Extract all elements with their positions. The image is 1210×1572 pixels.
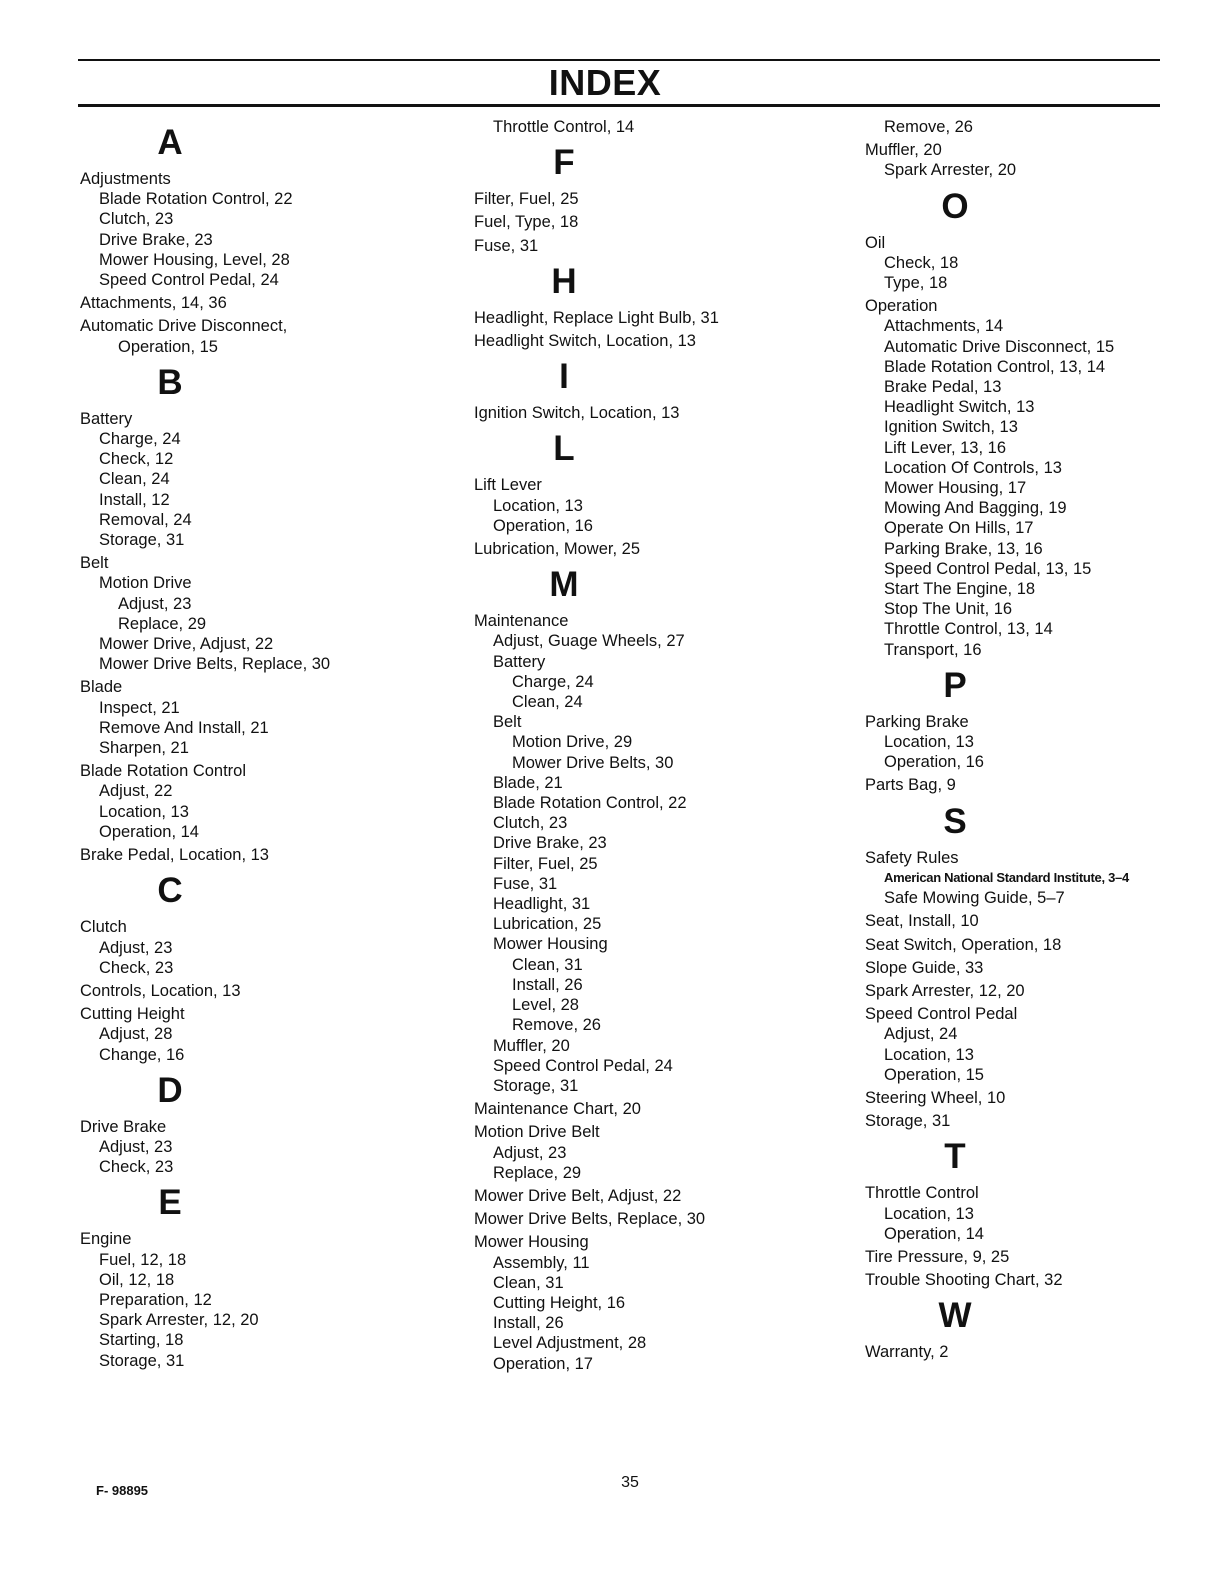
section-letter-w: W [938,1296,972,1336]
index-subentry: Mower Drive Belts, Replace, 30 [99,655,331,674]
index-entry: Storage, 31 [865,1112,951,1131]
index-entry: Controls, Location, 13 [80,981,241,1000]
index-entry: Parking Brake [865,712,969,731]
index-subentry: Remove, 26 [884,118,973,136]
index-subentry: Clutch, 23 [493,814,568,833]
index-subentry: Mower Housing, Level, 28 [99,250,290,269]
index-entry: Parts Bag, 9 [865,776,956,795]
index-entry: Trouble Shooting Chart, 32 [865,1271,1063,1290]
section-letter-f: F [553,143,575,183]
index-subentry: Preparation, 12 [99,1290,212,1309]
index-entry: Filter, Fuel, 25 [474,190,579,209]
index-entry: Drive Brake [80,1117,167,1136]
index-subentry: Location, 13 [99,802,189,821]
index-subentry: Level Adjustment, 28 [493,1334,647,1353]
index-column-2 [474,117,819,1374]
index-subentry: Brake Pedal, 13 [884,378,1002,397]
section-letter-m: M [549,565,579,605]
index-entry: Blade Rotation Control [80,762,247,781]
section-letter-l: L [553,429,575,469]
index-subentry: Replace, 29 [493,1163,582,1182]
index-subentry: Battery [493,652,546,671]
index-subentry: Storage, 31 [493,1076,579,1095]
index-subentry: Attachments, 14 [884,317,1004,336]
index-subentry: Drive Brake, 23 [99,230,213,249]
index-subentry: Remove, 26 [512,1016,601,1035]
index-subentry: Lubrication, 25 [493,915,602,934]
index-subentry: Location Of Controls, 13 [884,458,1062,477]
index-subentry: Check, 23 [99,958,174,977]
header-rule-bottom [78,104,1160,107]
index-subentry: Operation, 16 [884,753,984,772]
index-subentry: Adjust, 24 [884,1025,958,1044]
index-subentry: Motion Drive [99,574,192,593]
index-entry: Slope Guide, 33 [865,958,984,977]
index-subentry: Replace, 29 [118,614,207,633]
index-subentry: Clean, 31 [493,1273,564,1292]
index-subentry: Safe Mowing Guide, 5–7 [884,889,1065,908]
index-subentry: Headlight, 31 [493,895,591,914]
index-subentry: Clean, 31 [512,955,583,974]
index-subentry: Start The Engine, 18 [884,580,1036,599]
page-title: INDEX [548,62,662,103]
index-entry: Lubrication, Mower, 25 [474,540,641,559]
header-rule-top [78,59,1160,61]
section-letter-t: T [944,1137,966,1177]
index-entry: Operation [865,297,938,316]
index-subentry: Location, 13 [884,1045,974,1064]
index-subentry: Parking Brake, 13, 16 [884,539,1043,558]
index-subentry: American National Standard Institute, 3–4 [884,869,1129,885]
index-subentry: Oil, 12, 18 [99,1270,175,1289]
index-entry: Fuel, Type, 18 [474,213,579,232]
index-subentry: Blade Rotation Control, 22 [493,794,687,813]
index-entry: Seat Switch, Operation, 18 [865,935,1062,954]
index-entry: Adjustments [80,170,171,188]
section-letter-d: D [157,1070,183,1110]
index-subentry: Muffler, 20 [493,1036,570,1055]
index-subentry: Assembly, 11 [493,1253,590,1272]
index-entry: Headlight Switch, Location, 13 [474,332,696,351]
index-subentry: Location, 13 [884,1204,974,1223]
index-entry: Engine [80,1230,132,1249]
index-subentry: Blade Rotation Control, 22 [99,190,293,209]
index-subentry: Location, 13 [493,496,583,515]
index-entry: Battery [80,409,133,428]
index-subentry: Mower Housing, 17 [884,479,1027,498]
index-entry: Attachments, 14, 36 [80,294,227,313]
index-entry: Clutch [80,918,127,937]
index-subentry: Lift Lever, 13, 16 [884,438,1007,457]
index-subentry: Change, 16 [99,1045,185,1064]
index-subentry: Ignition Switch, 13 [884,418,1018,437]
index-entry: Tire Pressure, 9, 25 [865,1247,1010,1266]
index-subentry: Operation, 15 [118,337,218,356]
index-entry: Maintenance [474,612,569,631]
index-entry: Seat, Install, 10 [865,912,979,931]
index-entry: Spark Arrester, 12, 20 [865,981,1025,1000]
index-subentry: Speed Control Pedal, 24 [493,1056,673,1075]
section-letter-c: C [157,871,183,911]
section-letter-s: S [943,801,967,841]
index-entry: Mower Housing [474,1233,589,1252]
page-number: 35 [621,1474,639,1491]
index-subentry: Charge, 24 [99,430,181,449]
index-entry: Speed Control Pedal [865,1005,1018,1024]
index-subentry: Blade, 21 [493,773,563,792]
index-subentry: Storage, 31 [99,1351,185,1370]
index-subentry: Install, 26 [493,1314,564,1333]
index-subentry: Location, 13 [884,733,974,752]
index-subentry: Operation, 15 [884,1065,984,1084]
index-subentry: Fuel, 12, 18 [99,1250,187,1269]
index-subentry: Clutch, 23 [99,210,174,229]
index-entry: Mower Drive Belt, Adjust, 22 [474,1186,682,1205]
index-subentry: Adjust, 23 [493,1143,567,1162]
index-subentry: Inspect, 21 [99,698,180,717]
index-subentry: Operate On Hills, 17 [884,519,1034,538]
index-subentry: Starting, 18 [99,1331,184,1350]
index-entry: Motion Drive Belt [474,1123,600,1142]
index-entry: Lift Lever [474,476,542,495]
index-subentry: Clean, 24 [99,470,170,489]
index-entry: Oil [865,233,886,252]
index-subentry: Fuse, 31 [493,874,558,893]
index-subentry: Transport, 16 [884,640,982,659]
index-subentry: Operation, 14 [99,822,199,841]
index-subentry: Check, 18 [884,253,959,272]
section-letter-b: B [157,362,183,402]
section-letter-a: A [157,123,183,162]
index-subentry: Level, 28 [512,996,579,1015]
index-subentry: Automatic Drive Disconnect, 15 [884,337,1115,356]
index-subentry: Mower Drive, Adjust, 22 [99,635,274,654]
index-entry: Belt [80,554,109,573]
section-letter-h: H [551,261,577,301]
index-subentry: Sharpen, 21 [99,739,189,758]
index-entry: Headlight, Replace Light Bulb, 31 [474,308,719,327]
index-subentry: Adjust, 23 [118,594,192,613]
section-letter-o: O [941,186,969,226]
index-subentry: Belt [493,713,522,732]
index-subentry: Storage, 31 [99,531,185,550]
index-subentry: Remove And Install, 21 [99,718,269,737]
section-letter-p: P [943,665,967,705]
index-entry: Throttle Control [865,1184,979,1203]
index-subentry: Check, 12 [99,450,174,469]
index-subentry: Spark Arrester, 12, 20 [99,1311,259,1330]
index-entry: Safety Rules [865,848,959,867]
index-subentry: Mower Drive Belts, 30 [512,753,674,772]
index-entry: Cutting Height [80,1005,185,1024]
index-subentry: Adjust, Guage Wheels, 27 [493,632,685,651]
section-letter-e: E [158,1183,182,1223]
index-entry: Ignition Switch, Location, 13 [474,404,680,423]
index-subentry: Adjust, 22 [99,782,173,801]
index-entry: Brake Pedal, Location, 13 [80,846,269,865]
index-entry: Fuse, 31 [474,236,539,255]
index-entry: Maintenance Chart, 20 [474,1100,641,1119]
index-subentry: Operation, 17 [493,1354,593,1373]
index-entry: Muffler, 20 [865,141,942,160]
index-entry: Automatic Drive Disconnect, [80,317,288,336]
index-subentry: Mower Housing [493,935,608,954]
index-entry: Blade [80,678,123,697]
index-subentry: Adjust, 23 [99,1137,173,1156]
index-subentry: Throttle Control, 14 [493,118,635,136]
index-column-3 [865,117,1185,1363]
index-subentry: Install, 26 [512,975,583,994]
index-subentry: Motion Drive, 29 [512,733,633,752]
index-subentry: Spark Arrester, 20 [884,161,1017,180]
index-subentry: Headlight Switch, 13 [884,398,1035,417]
index-subentry: Adjust, 23 [99,938,173,957]
index-entry: Mower Drive Belts, Replace, 30 [474,1210,706,1229]
index-subentry: Blade Rotation Control, 13, 14 [884,357,1106,376]
index-subentry: Speed Control Pedal, 13, 15 [884,559,1092,578]
index-subentry: Mowing And Bagging, 19 [884,499,1067,518]
index-subentry: Stop The Unit, 16 [884,600,1013,619]
index-entry: Steering Wheel, 10 [865,1088,1006,1107]
index-subentry: Type, 18 [884,274,948,293]
index-subentry: Operation, 16 [493,516,593,535]
index-column-1 [80,117,425,1371]
index-subentry: Removal, 24 [99,510,192,529]
index-subentry: Clean, 24 [512,693,583,712]
index-subentry: Speed Control Pedal, 24 [99,271,279,290]
index-subentry: Drive Brake, 23 [493,834,607,853]
document-code: F- 98895 [96,1483,149,1498]
index-subentry: Operation, 14 [884,1224,984,1243]
index-subentry: Adjust, 28 [99,1025,173,1044]
index-subentry: Cutting Height, 16 [493,1293,626,1312]
index-subentry: Check, 23 [99,1158,174,1177]
index-subentry: Install, 12 [99,490,170,509]
section-letter-i: I [559,357,569,397]
index-subentry: Charge, 24 [512,672,594,691]
index-subentry: Throttle Control, 13, 14 [884,620,1053,639]
index-subentry: Filter, Fuel, 25 [493,854,598,873]
index-entry: Warranty, 2 [865,1343,949,1362]
